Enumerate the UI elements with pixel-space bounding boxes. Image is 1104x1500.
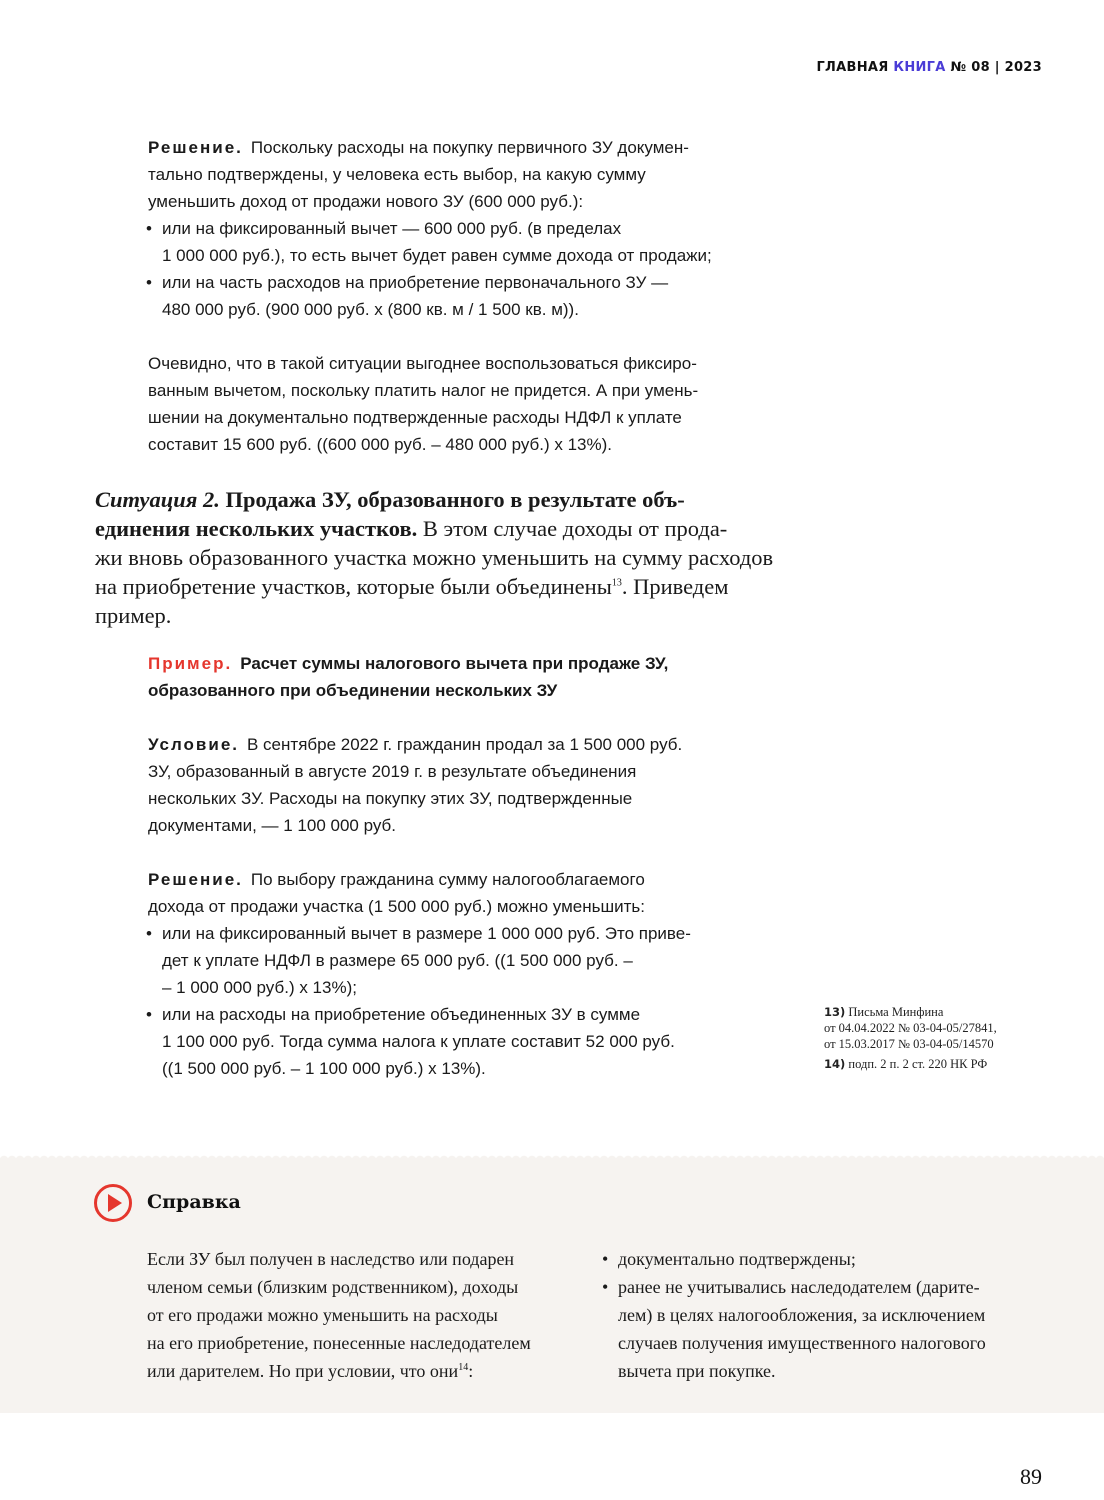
text-line: составит 15 600 руб. ((600 000 руб. – 480 000 руб.) х 13%). [148,435,613,454]
bullet-dot: • [602,1277,609,1297]
page-number: 89 [1020,1464,1042,1489]
text-line: на приобретение участков, которые были объединены [95,574,612,599]
footnote-text: от 04.04.2022 № 03-04-05/27841, [824,1021,997,1035]
brand-part1: ГЛАВНАЯ [816,60,889,75]
footnote-text: Письма Минфина [848,1005,944,1019]
bullet-text: или на расходы на приобретение объединенных ЗУ в сумме [162,1005,641,1024]
text-line: . Приведем [621,574,729,599]
bullet-continuation: 1 000 000 руб.), то есть вычет будет равен сумме дохода от продажи; [162,246,712,265]
play-icon [93,1183,133,1223]
bullet-text: или на фиксированный вычет — 600 000 руб. (в пределах [162,219,622,238]
bullet-continuation: ((1 500 000 руб. – 1 100 000 руб.) х 13%). [162,1059,486,1078]
example-title: Расчет суммы налогового вычета при продаже ЗУ, [240,654,669,673]
bullet-text: документально подтверждены; [618,1249,856,1269]
solution-label: Решение. [148,870,243,889]
bullet-continuation: 480 000 руб. (900 000 руб. х (800 кв. м / 1 500 кв. м)). [162,300,579,319]
text-line: ЗУ, образованный в августе 2019 г. в результате объединения [148,762,637,781]
footnote-text: подп. 2 п. 2 ст. 220 НК РФ [848,1057,988,1071]
example-heading [148,650,788,704]
bullet-dot: • [146,273,152,292]
text-line: дохода от продажи участка (1 500 000 руб.) можно уменьшить: [148,897,645,916]
text-line: В сентябре 2022 г. гражданин продал за 1 500 000 руб. [247,735,683,754]
situation-heading: Продажа ЗУ, образованного в результате объ- [225,487,685,512]
solution-block-2 [148,866,788,1082]
bullet-dot: • [146,219,152,238]
situation-heading: единения нескольких участков. [95,516,418,541]
condition-block [148,731,788,839]
text-line: нескольких ЗУ. Расходы на покупку этих ЗУ, подтвержденные [148,789,633,808]
condition-label: Условие. [148,735,239,754]
brand-part2: КНИГА [893,60,946,75]
bullet-continuation: вычета при покупке. [618,1361,776,1381]
reference-left-column [147,1245,587,1385]
situation-label: Ситуация 2. [95,487,220,512]
text-line: или дарителем. Но при условии, что они [147,1361,459,1381]
bullet-text: или на часть расходов на приобретение первоначального ЗУ — [162,273,669,292]
footnote-14 [824,1056,1054,1072]
text-line: уменьшить доход от продажи нового ЗУ (600 000 руб.): [148,192,584,211]
text-line: тально подтверждены, у человека есть выбор, на какую сумму [148,165,646,184]
text-line: шении на документально подтвержденные расходы НДФЛ к уплате [148,408,682,427]
bullet-text: или на фиксированный вычет в размере 1 000 000 руб. Это приве- [162,924,691,943]
text-line: членом семьи (близким родственником), доходы [147,1277,519,1297]
bullet-dot: • [146,1005,152,1024]
running-header [816,60,1042,75]
bullet-continuation: – 1 000 000 руб.) х 13%); [162,978,357,997]
footnote-13 [824,1004,1054,1052]
conclusion-paragraph [148,350,788,458]
text-line: жи вновь образованного участка можно уменьшить на сумму расходов [95,545,774,570]
text-line: пример. [95,603,172,628]
bullet-dot: • [146,924,152,943]
text-line: на его приобретение, понесенные наследодателем [147,1333,531,1353]
text-line: документами, — 1 100 000 руб. [148,816,397,835]
footnote-ref[interactable]: 14 [458,1362,469,1373]
solution-block-1 [148,134,788,323]
example-title: образованного при объединении нескольких ЗУ [148,681,558,700]
footnote-number: 14) [824,1057,846,1071]
example-label: Пример. [148,654,233,673]
solution-label: Решение. [148,138,243,157]
bullet-continuation: 1 100 000 руб. Тогда сумма налога к уплате составит 52 000 руб. [162,1032,675,1051]
text-line: Очевидно, что в такой ситуации выгоднее воспользоваться фиксиро- [148,354,697,373]
footnotes [824,1004,1054,1076]
text-line: В этом случае доходы от прода- [422,516,728,541]
text-line: По выбору гражданина сумму налогооблагаемого [250,870,645,889]
footnote-ref[interactable]: 13 [611,577,622,589]
bullet-continuation: случаев получения имущественного налогового [618,1333,986,1353]
text-line: Поскольку расходы на покупку первичного ЗУ докумен- [250,138,689,157]
issue-number: № 08 | 2023 [950,60,1042,75]
footnote-number: 13) [824,1005,846,1019]
bullet-continuation: лем) в целях налогообложения, за исключением [618,1305,986,1325]
bullet-continuation: дет к уплате НДФЛ в размере 65 000 руб. ((1 500 000 руб. – [162,951,633,970]
text-line: : [468,1361,474,1381]
text-line: Если ЗУ был получен в наследство или подарен [147,1249,515,1269]
situation-2-paragraph [95,485,785,630]
bullet-dot: • [602,1249,609,1269]
text-line: от его продажи можно уменьшить на расходы [147,1305,498,1325]
reference-right-column [604,1245,1054,1385]
text-line: ванным вычетом, поскольку платить налог не придется. А при умень- [148,381,699,400]
bullet-text: ранее не учитывались наследодателем (дарите- [618,1277,980,1297]
footnote-text: от 15.03.2017 № 03-04-05/14570 [824,1037,994,1051]
reference-title: Справка [147,1191,241,1213]
